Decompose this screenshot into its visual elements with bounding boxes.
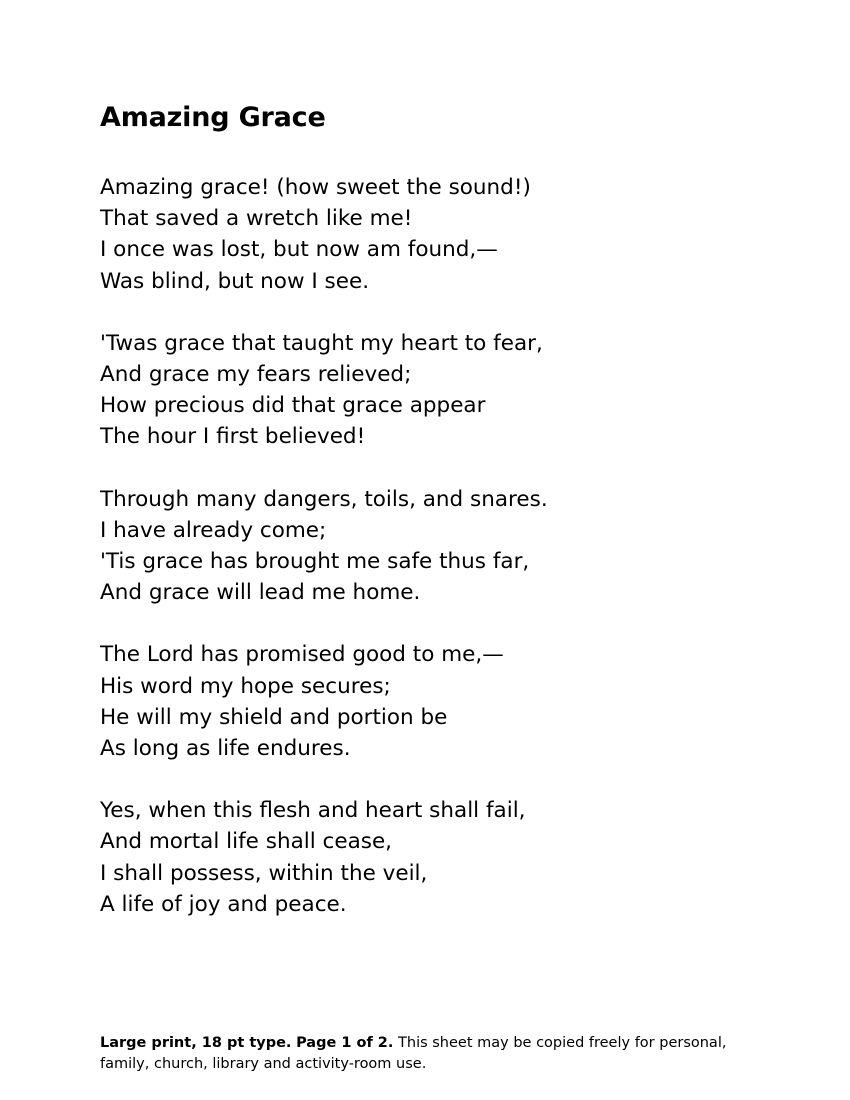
page-info: Page 1 of 2. xyxy=(296,1035,394,1051)
stanza-3 xyxy=(100,484,750,609)
stanza-line: I once was lost, but now am found,— xyxy=(100,237,498,263)
stanza-line: I have already come; xyxy=(100,517,327,543)
stanza-line: Amazing grace! (how sweet the sound!) xyxy=(100,175,531,200)
stanza-line: How precious did that grace appear xyxy=(100,393,486,419)
print-note: Large print, 18 pt type. xyxy=(100,1035,292,1051)
stanza-line: 'Tis grace has brought me safe thus far, xyxy=(100,549,530,575)
stanza-line: His word my hope secures; xyxy=(100,673,391,699)
stanza-5 xyxy=(100,795,750,920)
stanza-line: And grace my fears relieved; xyxy=(100,362,412,388)
copy-note: This sheet may be copied freely for personal, family, church, library and activity-room use. xyxy=(100,1035,727,1072)
hymn-page xyxy=(100,100,750,951)
stanza-line: He will my shield and portion be xyxy=(100,704,448,730)
stanza-line: And mortal life shall cease, xyxy=(100,829,393,855)
stanza-line: The hour I first believed! xyxy=(100,424,366,450)
stanza-line: Yes, when this flesh and heart shall fail, xyxy=(100,798,526,824)
stanza-line: A life of joy and peace. xyxy=(100,891,347,917)
hymn-title: Amazing Grace xyxy=(100,102,326,133)
stanza-line: And grace will lead me home. xyxy=(100,580,421,606)
stanza-line: That saved a wretch like me! xyxy=(100,206,413,232)
stanza-line: 'Twas grace that taught my heart to fear, xyxy=(100,330,543,356)
stanza-line: The Lord has promised good to me,— xyxy=(100,642,504,668)
stanza-line: Was blind, but now I see. xyxy=(100,268,370,294)
stanza-4 xyxy=(100,639,750,764)
stanza-line: As long as life endures. xyxy=(100,736,351,762)
stanza-2 xyxy=(100,328,750,453)
stanza-line: Through many dangers, toils, and snares. xyxy=(100,486,548,512)
stanza-line: I shall possess, within the veil, xyxy=(100,860,428,886)
page-footer xyxy=(100,1033,740,1075)
stanza-1 xyxy=(100,172,750,297)
